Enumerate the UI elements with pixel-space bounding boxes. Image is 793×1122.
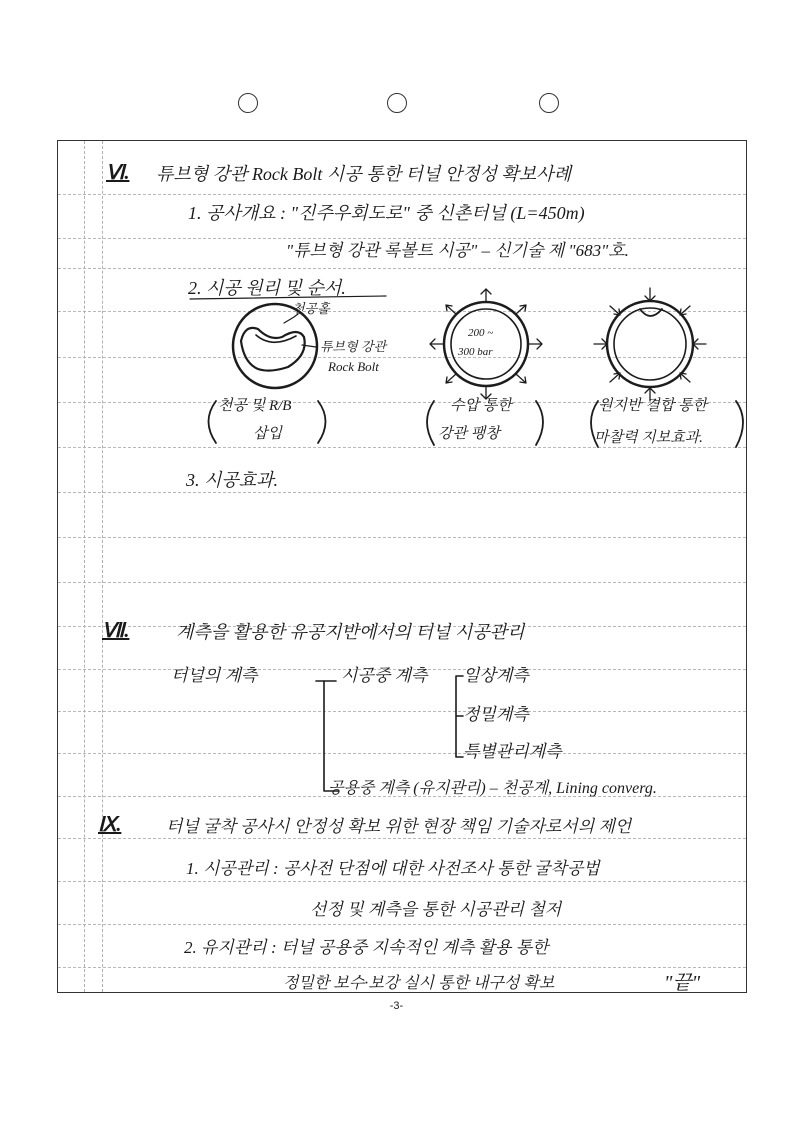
step3-friction-diagram	[594, 288, 706, 401]
step2-expansion-diagram	[430, 289, 542, 399]
tree-leaf-precise: 정밀계측	[463, 705, 529, 724]
item2-underline	[190, 296, 386, 299]
tree-branch-construction: 시공중 계측	[341, 666, 428, 685]
tree-leaf-daily: 일상계측	[463, 666, 529, 685]
label-drill-hole: 천공홀	[292, 301, 330, 316]
leader-drill-hole	[284, 314, 298, 323]
label-rock-bolt: Rock Bolt	[328, 359, 379, 374]
label-pressure-2: 300 bar	[458, 346, 493, 358]
measurement-tree-lines	[316, 676, 463, 791]
section-ix-number: Ⅸ.	[98, 814, 122, 836]
tree-leaf-special: 특별관리계측	[463, 742, 562, 761]
section-vi-item2: 2. 시공 원리 및 순서.	[188, 278, 346, 298]
step3-caption-bracket-left	[591, 401, 598, 447]
label-pressure-1: 200 ~	[468, 327, 494, 339]
sketch-layer	[58, 141, 747, 993]
step2-caption-line2: 강관 팽창	[438, 426, 500, 442]
section-ix-item2: 2. 유지관리 : 터널 공용중 지속적인 계측 활용 통한	[184, 938, 549, 957]
page-number: -3-	[389, 1000, 404, 1012]
tree-branch-service: 공용중 계측 (유지관리) – 천공계, Lining converg.	[328, 780, 657, 797]
label-tube-bolt: 튜브형 강관	[320, 339, 387, 354]
punch-hole	[387, 93, 407, 113]
step1-caption-line2: 삽입	[253, 426, 282, 442]
section-vii-title: 계측을 활용한 유공지반에서의 터널 시공관리	[176, 622, 525, 642]
step2-caption-bracket-right	[536, 401, 543, 445]
section-vi-item1-cont: "튜브형 강관 록볼트 시공" – 신기술 제 "683"호.	[286, 241, 629, 260]
tree-root: 터널의 계측	[171, 666, 258, 685]
end-mark: "끝"	[664, 972, 701, 993]
step1-caption-line1: 천공 및 R/B	[218, 398, 292, 414]
section-vi-title: 튜브형 강관 Rock Bolt 시공 통한 터널 안정성 확보사례	[156, 164, 571, 184]
section-vii-number: Ⅶ.	[102, 620, 130, 642]
section-ix-title: 터널 굴착 공사시 안정성 확보 위한 현장 책임 기술자로서의 제언	[166, 817, 632, 836]
section-vi-item1: 1. 공사개요 : "진주우회도로" 중 신촌터널 (L=450m)	[188, 203, 585, 223]
step1-caption-bracket-left	[209, 401, 217, 443]
step2-caption-line1: 수압 통한	[450, 398, 512, 414]
step2-caption-bracket-left	[427, 401, 434, 445]
step3-caption-bracket-right	[736, 401, 743, 447]
punch-hole	[238, 93, 258, 113]
step1-drill-hole-diagram	[233, 304, 317, 388]
punch-hole	[539, 93, 559, 113]
answer-sheet	[57, 140, 747, 993]
step1-caption-bracket-right	[318, 401, 326, 443]
section-ix-item2-cont: 정밀한 보수·보강 실시 통한 내구성 확보	[283, 975, 555, 992]
step3-caption-line1: 원지반 결합 통한	[598, 398, 707, 414]
section-vi-number: Ⅵ.	[106, 162, 130, 184]
section-vi-item3: 3. 시공효과.	[186, 470, 279, 490]
step3-caption-line2: 마찰력 지보효과.	[594, 430, 703, 446]
section-ix-item1: 1. 시공관리 : 공사전 단점에 대한 사전조사 통한 굴착공법	[186, 859, 600, 878]
section-ix-item1-cont: 선정 및 계측을 통한 시공관리 철저	[310, 900, 562, 919]
